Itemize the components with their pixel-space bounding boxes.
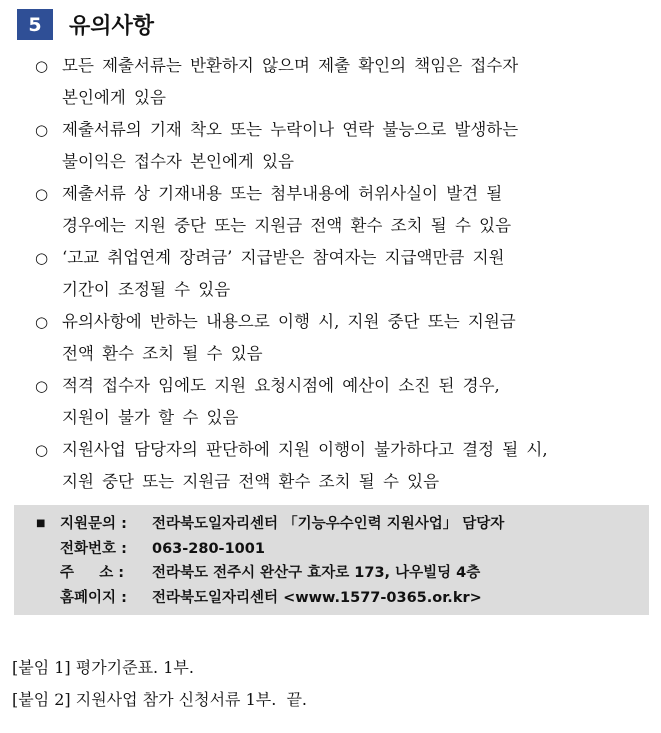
contact-value: 전라북도 전주시 완산구 효자로 173, 나우빌딩 4층 — [152, 565, 481, 581]
circle-bullet-icon: ○ — [35, 57, 49, 75]
notice-text: 모든 제출서류는 반환하지 않으며 제출 확인의 책임은 접수자 본인에게 있음 — [62, 56, 519, 107]
section-header — [17, 9, 154, 40]
attachment-list — [12, 652, 307, 716]
notice-list — [35, 50, 645, 498]
section-title: 유의사항 — [69, 14, 155, 39]
circle-bullet-icon: ○ — [35, 377, 49, 395]
contact-value: 063-280-1001 — [152, 540, 265, 557]
attachment-item: [붙임 1] 평가기준표. 1부. — [12, 658, 194, 677]
notice-text: ‘고교 취업연계 장려금’ 지급받은 참여자는 지급액만큼 지원 기간이 조정될 수 있음 — [62, 248, 505, 299]
notice-text: 제출서류의 기재 착오 또는 누락이나 연락 불능으로 발생하는 불이익은 접수자 본인에게 있음 — [62, 120, 519, 171]
notice-item — [35, 370, 645, 434]
contact-label: 지원문의 : — [60, 516, 127, 532]
contact-row-homepage — [36, 586, 649, 611]
contact-row-phone — [36, 537, 649, 562]
notice-item — [35, 178, 645, 242]
notice-text: 제출서류 상 기재내용 또는 첨부내용에 허위사실이 발견 될 경우에는 지원 중단 또는 지원금 전액 환수 조치 될 수 있음 — [62, 184, 512, 235]
notice-item — [35, 50, 645, 114]
contact-label: 홈페이지 : — [60, 589, 127, 606]
circle-bullet-icon: ○ — [35, 441, 49, 459]
circle-bullet-icon: ○ — [35, 185, 49, 203]
section-number-badge: 5 — [17, 9, 53, 40]
contact-info-box — [14, 505, 649, 615]
contact-row-inquiry — [36, 512, 649, 537]
attachment-item: [붙임 2] 지원사업 참가 신청서류 1부. 끝. — [12, 690, 308, 709]
notice-text: 유의사항에 반하는 내용으로 이행 시, 지원 중단 또는 지원금 전액 환수 조치 될 수 있음 — [62, 312, 516, 363]
circle-bullet-icon: ○ — [35, 121, 49, 139]
contact-label: 주 소 : — [60, 565, 125, 581]
contact-value: 전라북도일자리센터 「기능우수인력 지원사업」 담당자 — [152, 516, 505, 532]
square-bullet-icon: ■ — [36, 518, 46, 529]
notice-text: 적격 접수자 임에도 지원 요청시점에 예산이 소진 된 경우, 지원이 불가 할 수 있음 — [62, 376, 500, 427]
circle-bullet-icon: ○ — [35, 313, 49, 331]
notice-text: 지원사업 담당자의 판단하에 지원 이행이 불가하다고 결정 될 시, 지원 중단 또는 지원금 전액 환수 조치 될 수 있음 — [62, 440, 548, 491]
notice-item — [35, 242, 645, 306]
contact-value: 전라북도일자리센터 <www.1577-0365.or.kr> — [152, 589, 482, 606]
circle-bullet-icon: ○ — [35, 249, 49, 267]
notice-item — [35, 306, 645, 370]
notice-item — [35, 434, 645, 498]
notice-item — [35, 114, 645, 178]
contact-label: 전화번호 : — [60, 540, 127, 557]
contact-row-address — [36, 561, 649, 586]
